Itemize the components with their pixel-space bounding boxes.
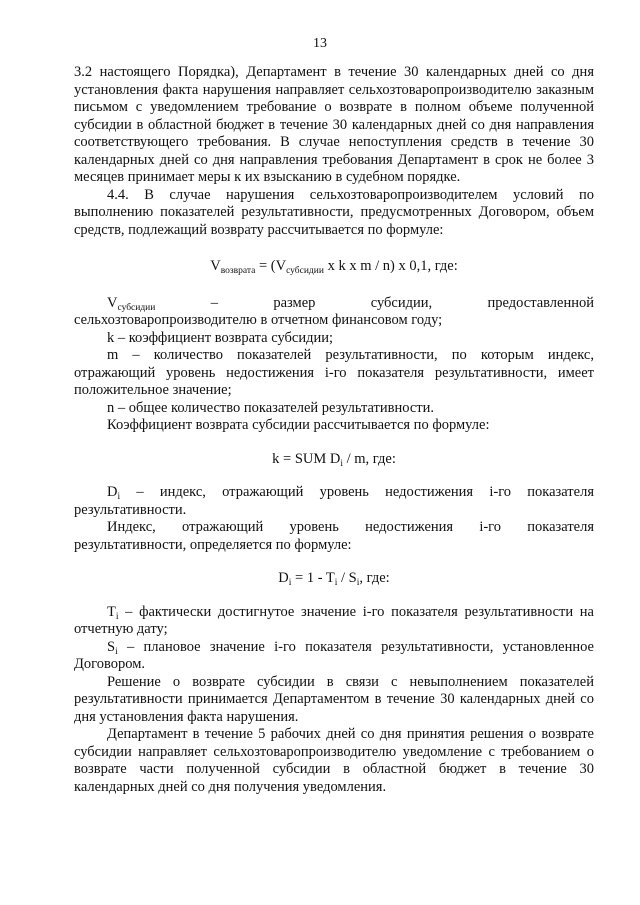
formula-coefficient: k = SUM $D_i$ / m, где: (272, 450, 396, 469)
paragraph-coefficient: Коэффициент возврата субсидии рассчитывается по формуле: (107, 417, 490, 433)
definition-k: k – коэффициент возврата субсидии; (107, 329, 334, 346)
definition-v-subsidy: $V_{субсидии}$ – размер субсидии, предоставленной сельхозтоваропроизводителю в отчетном финансовом году; (74, 294, 594, 328)
definition-d: $D_i$ – индекс, отражающий уровень недостижения i-го показателя результативности. (74, 484, 594, 518)
paragraph-department: Департамент в течение 5 рабочих дней со дня принятия решения о возврате субсидии направляет сельхозтоваропроизводителю уведомление с требованием о возврате части полученной субсидии в областной бюджет в течение 30 календарных дней со дня получения уведомления. (74, 726, 594, 795)
paragraph-index: Индекс, отражающий уровень недостижения i-го показателя результативности, определяется по формуле: (74, 519, 594, 553)
formula-return-volume: $V_{возврата} = (V_{субсидии}$ x k x m / n) x 0,1, где: (210, 258, 458, 276)
document-body (74, 64, 594, 796)
definition-s: $S_i$ – плановое значение i-го показателя результативности, установленное Договором. (74, 638, 594, 672)
paragraph-decision: Решение о возврате субсидии в связи с невыполнением показателей результативности принимается Департаментом в течение 30 календарных дней со дня установления факта нарушения. (74, 673, 594, 725)
formula-index: $D_i = 1 - T_i / S_i$, где: (278, 570, 390, 588)
paragraph-4-4: 4.4. В случае нарушения сельхозтоваропроизводителем условий по выполнению показателей результативности, предусмотренных Договором, объем средств, подлежащий возврату рассчитывается по формуле: (74, 186, 594, 238)
definition-t: $T_i$ – фактически достигнутое значение i-го показателя результативности на отчетную дату; (74, 603, 594, 637)
definition-n: n – общее количество показателей результативности. (107, 399, 435, 416)
definition-m: m – количество показателей результативности, по которым индекс, отражающий уровень недостижения i-го показателя результативности, имеет положительное значение; (74, 347, 594, 398)
page-number: 13 (313, 36, 327, 51)
paragraph-continuation: 3.2 настоящего Порядка), Департамент в течение 30 календарных дней со дня установления факта нарушения направляет сельхозтоваропроизводителю заказным письмом с уведомлением требование о возврате в полном объеме полученной субсидии в областной бюджет в течение 30 календарных дней со дня направления соответствующего требования. В случае непоступления средств в течение 30 календарных дней со дня направления требования Департамент в срок не более 3 месяцев принимает меры к их взысканию в судебном порядке. (74, 64, 594, 185)
